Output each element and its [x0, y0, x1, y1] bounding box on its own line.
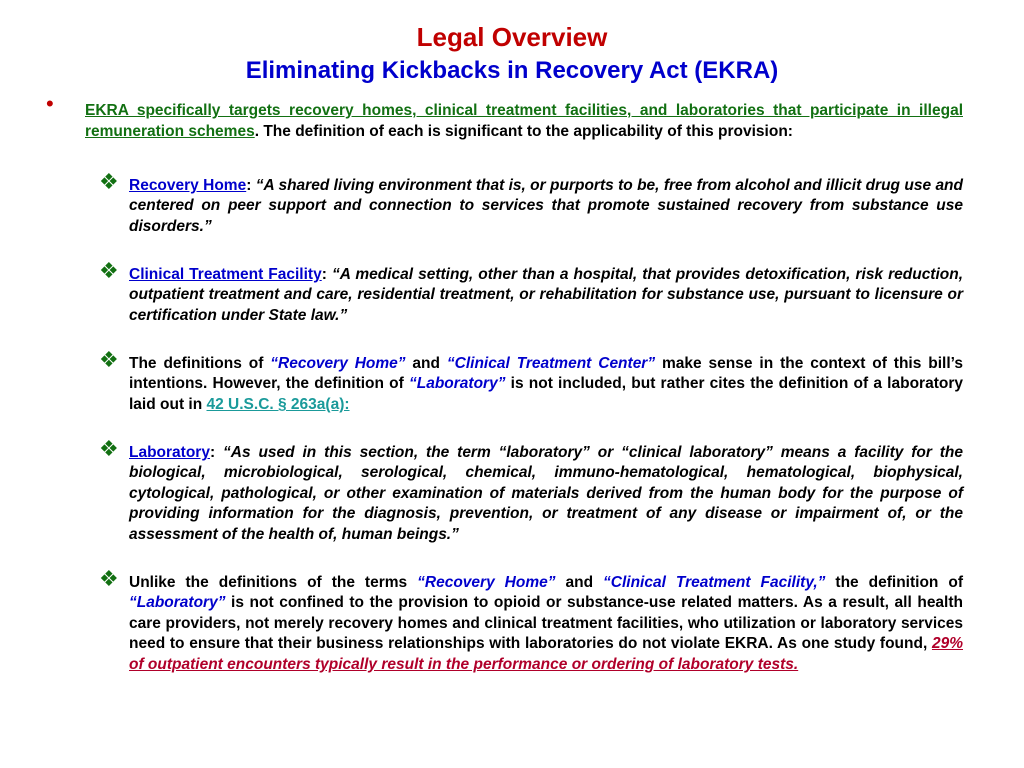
ref-recovery-home: “Recovery Home” — [270, 355, 406, 372]
definition-text — [129, 265, 963, 326]
term-colon: : — [246, 177, 256, 194]
definition-quote: “A medical setting, other than a hospital, that provides detoxification, risk reduction, outpatient treatment and care, residential treatment, or rehabilitation for substance use, pursuant to licensure or certification under State law.” — [129, 266, 964, 324]
ref-recovery-home: “Recovery Home” — [417, 574, 556, 591]
bullet-dot-icon: • — [46, 91, 54, 116]
term-link-laboratory[interactable]: Laboratory — [129, 444, 210, 461]
ref-clinical-treatment-facility: “Clinical Treatment Facility,” — [603, 574, 826, 591]
context-text-part: and — [405, 355, 447, 372]
scope-text-part: the definition of — [825, 574, 964, 591]
intro-rest-text: . The definition of each is significant to the applicability of this provision: — [254, 123, 793, 140]
context-text-part: The definitions of — [129, 355, 271, 372]
term-link-recovery-home[interactable]: Recovery Home — [129, 177, 247, 194]
context-text — [129, 354, 963, 415]
ref-laboratory: “Laboratory” — [408, 375, 506, 393]
definition-text — [129, 443, 963, 545]
scope-text-part: is not confined to the provision to opioid or substance-use related matters. As a result, all health care providers, not merely recovery homes and clinical treatment facilities, who utilization or laboratory services need to ensure that their business relationships with laboratories do not violate EKRA. As one study found, — [129, 594, 963, 653]
diamond-bullet-icon: ❖ — [99, 566, 119, 591]
definition-text — [129, 176, 963, 237]
diamond-bullet-icon: ❖ — [99, 258, 119, 283]
context-text-part: is not included, but rather cites the definition of a laboratory laid out in — [129, 375, 963, 413]
intro-paragraph — [85, 100, 963, 142]
definition-quote: “As used in this section, the term “laboratory” or “clinical laboratory” means a facility for the biological, microbiological, serological, chemical, immuno-hematological, hematological, biophysical, cytological, pathological, or other examination of materials derived from the human body for the purpose of providing information for the diagnosis, prevention, or treatment of any disease or impairment of, or the assessment of the health of, human beings.” — [129, 444, 964, 543]
slide-subtitle: Eliminating Kickbacks in Recovery Act (EKRA) — [245, 57, 779, 84]
ref-laboratory: “Laboratory” — [129, 594, 226, 612]
diamond-bullet-icon: ❖ — [99, 347, 119, 372]
usc-citation-link[interactable]: 42 U.S.C. § 263a(a): — [206, 395, 350, 413]
definition-quote: “A shared living environment that is, or purports to be, free from alcohol and illicit drug use and centered on peer support and connection to services that promote sustained recovery from substance use disorders.” — [129, 177, 963, 235]
ref-clinical-treatment-center: “Clinical Treatment Center” — [446, 355, 656, 372]
diamond-bullet-icon: ❖ — [99, 169, 119, 194]
term-colon: : — [209, 444, 224, 461]
intro-link[interactable]: EKRA specifically targets recovery homes, clinical treatment facilities, and laboratories that participate in illegal remuneration schemes — [85, 102, 963, 140]
scope-text — [129, 573, 963, 675]
scope-text-part: Unlike the definitions of the terms — [129, 574, 418, 591]
study-finding-link[interactable]: 29% of outpatient encounters typically result in the performance or ordering of laboratory tests. — [129, 635, 963, 673]
slide-title: Legal Overview — [416, 22, 608, 52]
scope-text-part: and — [555, 574, 604, 591]
term-colon: : — [321, 266, 332, 283]
diamond-bullet-icon: ❖ — [99, 436, 119, 461]
term-link-clinical-treatment-facility[interactable]: Clinical Treatment Facility — [129, 266, 322, 283]
context-text-part: make sense in the context of this bill’s intentions. However, the definition of — [129, 355, 963, 393]
